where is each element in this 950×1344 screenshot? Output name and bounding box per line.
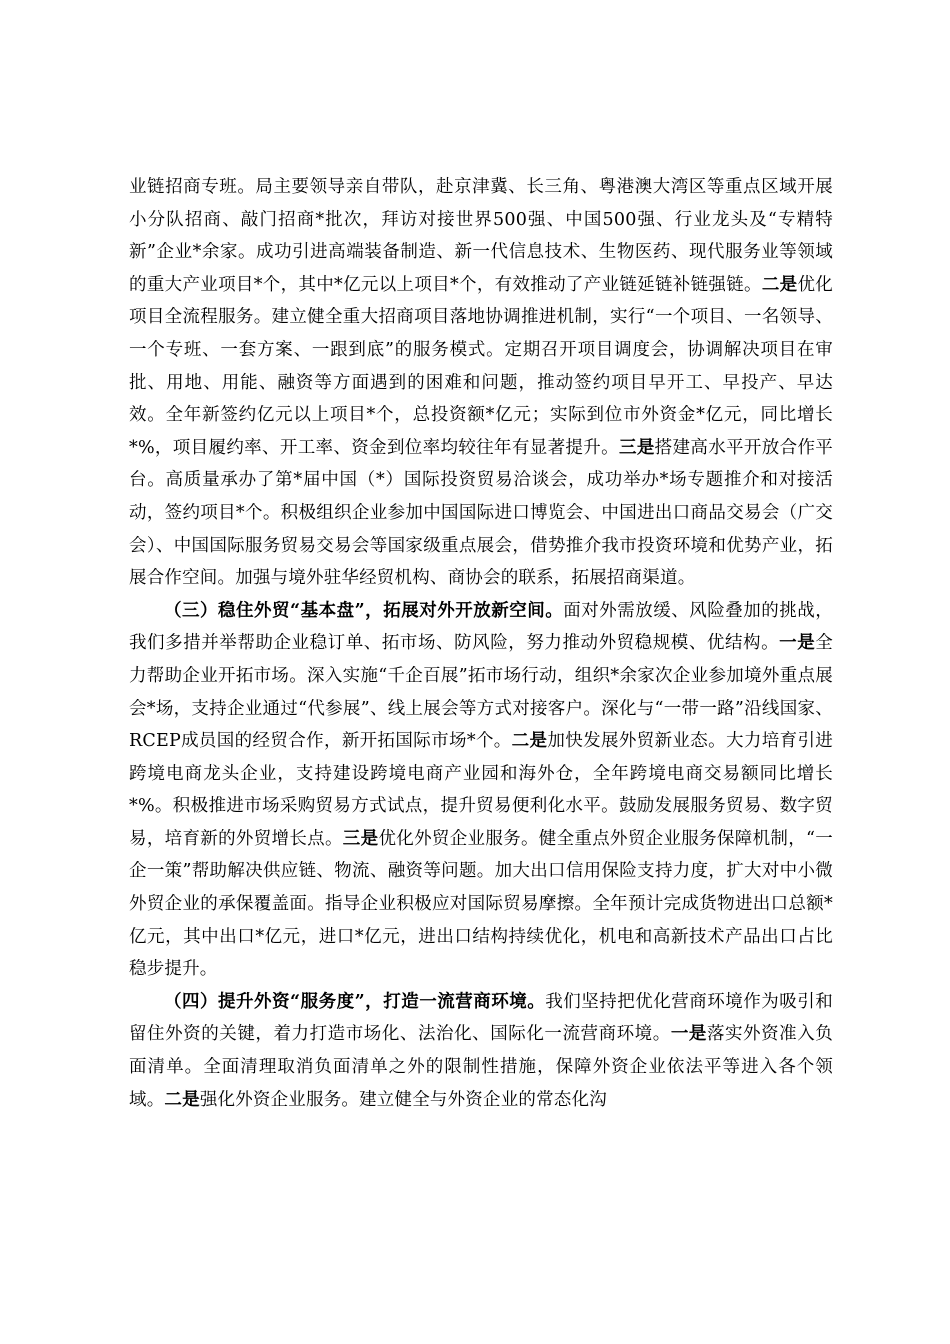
body-paragraph <box>129 986 833 1116</box>
bold-text-run: （四）提升外资“服务度”，打造一流营商环境。 <box>164 991 546 1012</box>
body-paragraph <box>129 595 833 986</box>
bold-text-run: 三是 <box>618 437 655 458</box>
text-run: 搭建高水平开放合作平台。高质量承办了第*届中国（*）国际投资贸易洽谈会，成功举办*场专题推介和对接活动，签约项目*个。积极组织企业参加中国国际进口博览会、中国进出口商品交易会（广交会）、中国国际服务贸易交易会等国家级重点展会，借势推介我市投资环境和优势产业，拓展合作空间。加强与境外驻华经贸机构、商协会的联系，拓展招商渠道。 <box>129 437 833 589</box>
text-run: 我们坚持把优化营商环境作为吸引和留住外资的关键，着力打造市场化、法治化、国际化一流营商环境。 <box>129 991 834 1045</box>
text-run: 加快发展外贸新业态。大力培育引进跨境电商龙头企业，支持建设跨境电商产业园和海外仓，全年跨境电商交易额同比增长*%。积极推进市场采购贸易方式试点，提升贸易便利化水平。鼓励发展服务贸易、数字贸易，培育新的外贸增长点。 <box>129 731 834 849</box>
bold-text-run: 一是 <box>779 633 816 654</box>
document-body <box>129 171 833 1116</box>
bold-text-run: 二是 <box>164 1089 200 1110</box>
text-run: 强化外资企业服务。建立健全与外资企业的常态化沟 <box>199 1089 607 1110</box>
bold-text-run: 二是 <box>511 731 548 752</box>
bold-text-run: 一是 <box>670 1024 707 1045</box>
text-run: 落实外资准入负面清单。全面清理取消负面清单之外的限制性措施，保障外资企业依法平等进入各个领域。 <box>129 1024 833 1110</box>
text-run: 优化外贸企业服务。健全重点外贸企业服务保障机制，“一企一策”帮助解决供应链、物流、融资等问题。加大出口信用保险支持力度，扩大对中小微外贸企业的承保覆盖面。指导企业积极应对国际贸易摩擦。全年预计完成货物进出口总额*亿元，其中出口*亿元，进口*亿元，进出口结构持续优化，机电和高新技术产品出口占比稳步提升。 <box>129 828 833 980</box>
text-run: 全力帮助企业开拓市场。深入实施“千企百展”拓市场行动，组织*余家次企业参加境外重点展会*场，支持企业通过“代参展”、线上展会等方式对接客户。深化与“一带一路”沿线国家、RCEP成员国的经贸合作，新开拓国际市场*个。 <box>129 633 833 752</box>
text-run: 业链招商专班。局主要领导亲自带队，赴京津冀、长三角、粤港澳大湾区等重点区域开展小分队招商、敲门招商*批次，拜访对接世界500强、中国500强、行业龙头及“专精特新”企业*余家。成功引进高端装备制造、新一代信息技术、生物医药、现代服务业等领域的重大产业项目*个，其中*亿元以上项目*个，有效推动了产业链延链补链强链。 <box>129 177 833 295</box>
text-run: 面对外需放缓、风险叠加的挑战，我们多措并举帮助企业稳订单、拓市场、防风险，努力推动外贸稳规模、优结构。 <box>129 600 833 654</box>
bold-text-run: 二是 <box>761 274 798 295</box>
bold-text-run: （三）稳住外贸“基本盘”，拓展对外开放新空间。 <box>164 600 564 621</box>
body-paragraph <box>129 171 833 595</box>
bold-text-run: 三是 <box>342 828 379 849</box>
text-run: 优化项目全流程服务。建立健全重大招商项目落地协调推进机制，实行“一个项目、一名领导、一个专班、一套方案、一跟到底”的服务模式。定期召开项目调度会，协调解决项目在审批、用地、用能、融资等方面遇到的困难和问题，推动签约项目早开工、早投产、早达效。全年新签约亿元以上项目*个，总投资额*亿元；实际到位市外资金*亿元，同比增长*%，项目履约率、开工率、资金到位率均较往年有显著提升。 <box>129 274 833 458</box>
